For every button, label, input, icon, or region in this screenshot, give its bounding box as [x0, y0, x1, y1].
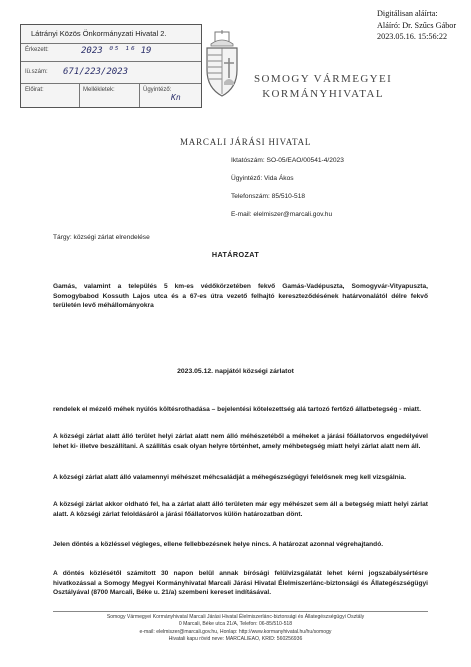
footer-line-4: Hivatali kapu rövid neve: MARCALIEAO, KRID: 560256936	[168, 636, 303, 643]
email-address: E-mail: elelmiszer@marcali.gov.hu	[231, 211, 333, 218]
stamp-cell-divider	[79, 83, 80, 107]
signature-line-1: Digitálisan aláírta:	[377, 9, 438, 18]
clerk: Ügyintéző: Vida Ákos	[231, 175, 294, 182]
stamp-ref-label: Iü.szám:	[25, 69, 48, 75]
signature-signer: Aláíró: Dr. Szűcs Gábor	[377, 20, 457, 30]
stamp-divider	[21, 43, 201, 44]
footer-line-3: e-mail: elelmiszer@marcali.gov.hu, Honlap: http://www.kormanyhivatal.hu/hu/somogy	[139, 628, 332, 635]
footer-divider	[53, 611, 428, 612]
footer-line-2: 0 Marcali, Béke utca 21/A, Telefon: 06-85/510-518	[178, 621, 293, 628]
stamp-handler-label: Ügyintéző:	[143, 87, 172, 93]
stamp-title: Látrányi Közös Önkormányzati Hivatal 2.	[31, 29, 167, 38]
body-paragraph: A községi zárlat alatt álló terület helyi zárlat alatt nem álló méhészetéből a méheket a járási főállatorvos engedélyével lehet ki- illetve beszállítani. A szállítás csak olyan helyre történhet, amely méhbetegség miatt helyi zárlat alatt nem áll.	[53, 433, 428, 450]
intro-paragraph: Gamás, valamint a település 5 km-es védőkörzetében fekvő Gamás-Vadépuszta, Somogyvár-Vityapuszta, Somogybabod Kossuth Lajos utca és a 67-es útra vezető felhajtó kereszteződésének határvonalától délre fekvő területén levő méhállományokra	[53, 283, 428, 310]
received-stamp	[20, 24, 202, 108]
body-paragraph: rendelek el mézelő méhek nyúlós költésrothadása – bejelentési kötelezettség alá tartozó fertőző állatbetegség - miatt.	[53, 406, 421, 413]
document-title: HATÁROZAT	[211, 250, 260, 259]
stamp-divider	[21, 61, 201, 62]
phone-number: Telefonszám: 85/510-518	[231, 193, 306, 200]
agency-name	[254, 73, 392, 100]
agency-name-line-1: SOMOGY VÁRMEGYEI	[254, 73, 393, 85]
footer	[0, 614, 471, 644]
stamp-received-value: 2023 ⁰⁵ ¹⁶ 19	[81, 46, 152, 56]
stamp-divider	[21, 83, 201, 84]
file-number: Iktatószám: SO-05/EAO/00541-4/2023	[231, 157, 344, 164]
decision-date-line: 2023.05.12. napjától községi zárlatot	[177, 368, 294, 375]
stamp-received-label: Érkezett:	[25, 47, 49, 53]
subject-line: Tárgy: községi zárlat elrendelése	[53, 234, 150, 241]
stamp-appendix-label: Mellékletek:	[83, 87, 115, 93]
body-paragraph: Jelen döntés a közléssel végleges, ellene fellebbezésnek helye nincs. A határozat azonnal végrehajtandó.	[53, 541, 384, 548]
agency-name-line-2: KORMÁNYHIVATAL	[262, 88, 384, 100]
stamp-ref-value: 671/223/2023	[63, 67, 129, 77]
footer-line-1: Somogy Vármegyei Kormányhivatal Marcali Járási Hivatal Élelmiszerlánc-biztonsági és Állategészségügyi Osztály	[106, 614, 365, 620]
office-name: MARCALI JÁRÁSI HIVATAL	[180, 137, 312, 147]
digital-signature	[377, 8, 456, 43]
body-paragraph: A községi zárlat akkor oldható fel, ha a zárlat alatt álló területen már egy méhészet sem áll a betegség miatt helyi zárlat alatt. A községi zárlat feloldásáról a járási főállatorvos külön határozatban dönt.	[53, 501, 428, 518]
signature-timestamp: 2023.05.16. 15:56:22	[377, 32, 448, 41]
coat-of-arms-icon	[193, 30, 251, 98]
stamp-cell-divider	[139, 83, 140, 107]
stamp-handler-value: Kn	[171, 93, 181, 102]
body-paragraph: A községi zárlat alatt álló valamennyi méhészet méhcsaládját a méhegészségügyi felelősnek meg kell vizsgálnia.	[53, 474, 407, 481]
stamp-attachment-label: Előirat:	[25, 87, 44, 93]
body-paragraph: A döntés közlésétől számított 30 napon belül annak bírósági felülvizsgálatát lehet kérni jogszabálysértésre hivatkozással a Somogy Megyei Kormányhivatal Marcali Járási Hivatal Élelmiszerlánc-biztonsági és Állategészségügyi Osztályával (8700 Marcali, Béke u. 21/a) szembeni kereset indításával.	[53, 570, 428, 597]
